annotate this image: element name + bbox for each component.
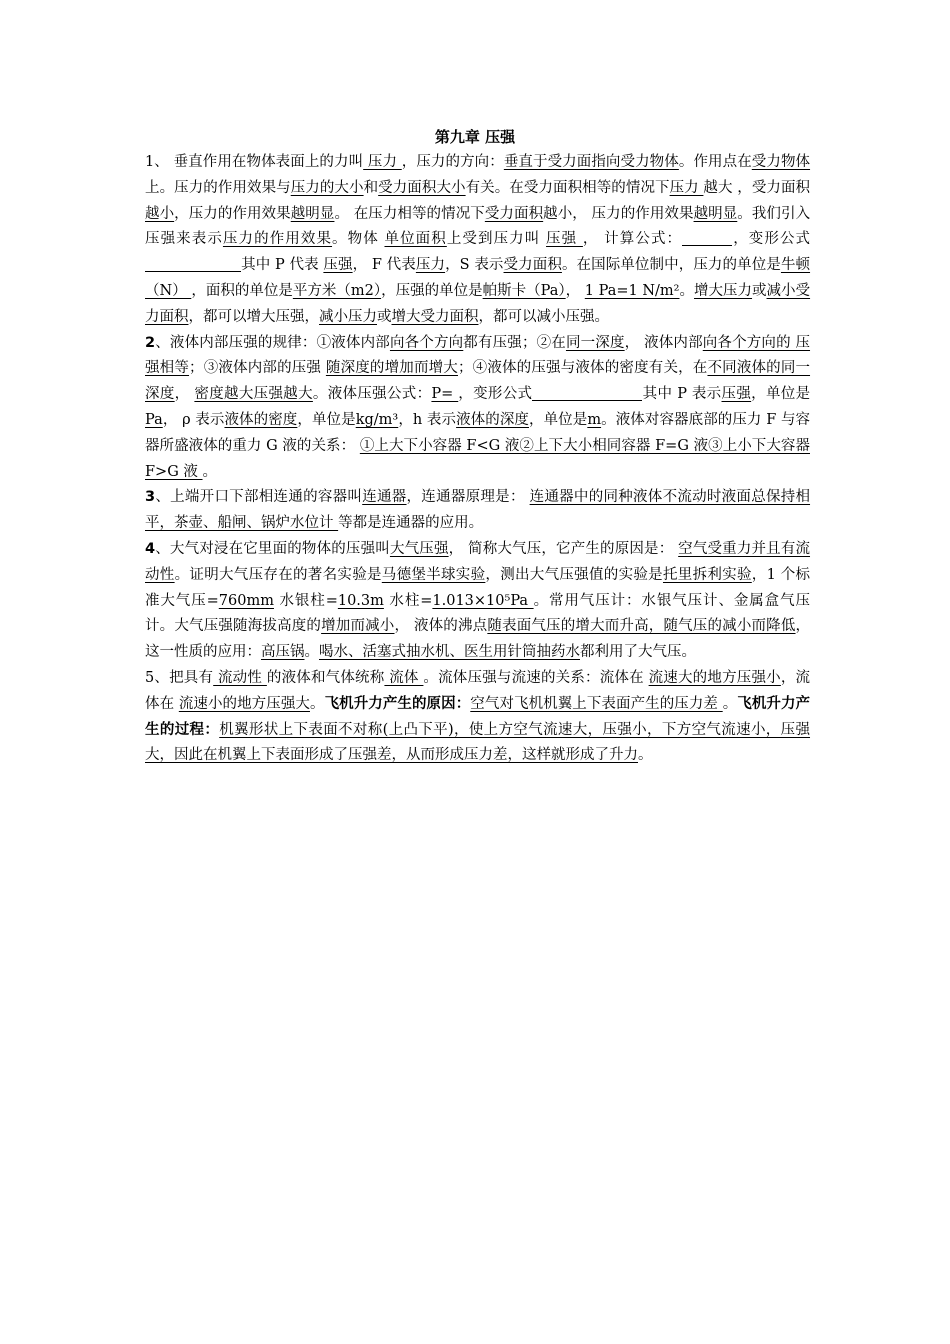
answer-text: 平方米（m2） (292, 282, 382, 299)
answer-text: 喝水、活塞式抽水机、医生用针筒抽药水 (319, 644, 580, 661)
body-text: ，面积的单位是 (191, 282, 293, 299)
answer-text: 减小受力面积 (145, 282, 811, 325)
body-text: 。我们引入压强来表示 (145, 205, 811, 248)
body-text: ，单位是 (528, 411, 588, 428)
body-text: 。 (309, 695, 325, 712)
answer-text: 托里拆利实验 (662, 566, 752, 583)
answer-text: 液体的深度 (456, 411, 529, 428)
body-text: 上。压力的作用效果与 (145, 179, 291, 196)
body-text: ， 液体内部 (624, 334, 703, 351)
answer-text: 越明显 (693, 205, 738, 222)
answer-text: 越明显 (290, 205, 335, 222)
body-text: ， F 代表 (352, 257, 416, 274)
answer-text: 增加而减小 (321, 618, 395, 635)
answer-text: 马德堡半球实验 (381, 566, 486, 583)
page-title: 第九章 压强 (434, 128, 516, 146)
body-text: ，变形公式 (732, 231, 811, 248)
document-body (145, 150, 810, 769)
answer-text: 压强 (323, 257, 353, 274)
body-text: ，压强的单位是 (381, 282, 483, 299)
body-text: 上受到压力叫 (446, 231, 547, 248)
body-text: 和 (363, 179, 379, 196)
body-text: ，变形公式 (458, 386, 533, 403)
paragraph-1 (145, 150, 810, 331)
answer-text: 压强 (546, 231, 583, 248)
body-text: ， 计算公式： (582, 231, 683, 248)
body-text: 都利用了大气压。 (580, 644, 696, 661)
answer-text: 帕斯卡（Pa） (482, 282, 566, 299)
body-text: 的液体和气体统称 (266, 669, 385, 686)
answer-text: 连通器中的同种液体不流动时液面总保持相平，茶壶、船闸、锅炉水位计 (145, 489, 811, 532)
answer-text: 连通器 (362, 489, 407, 506)
body-text: ，h 表示 (398, 411, 457, 428)
body-text: 。液体对容器底部的压力 F 与容器所盛液体的重力 G 液的关系： (145, 411, 811, 454)
body-text: 水银柱= (273, 592, 338, 609)
bold-text: 3 (145, 489, 156, 506)
body-text: ，单位是 (297, 411, 356, 428)
paragraph-5 (145, 666, 810, 769)
body-text: ，压力的方向： (401, 154, 504, 170)
answer-text: 压强 (721, 386, 752, 403)
body-text: ；③液体内部的压强 (189, 360, 326, 377)
body-text: ， (174, 386, 195, 403)
answer-text: 向各个方向的 压强相等 (145, 334, 811, 377)
answer-text: 流体 (384, 669, 424, 686)
answer-text: 压力的作用效果 (222, 231, 333, 248)
answer-text: 向各个方向 (389, 334, 464, 351)
body-text: 1、 垂直作用在物体表面上的力叫 (145, 154, 364, 170)
body-text: 。流体压强与流速的关系：流体在 (423, 669, 649, 686)
bold-text: 2 (145, 334, 156, 351)
answer-text: m (587, 411, 602, 428)
body-text: 或 (752, 282, 767, 299)
body-text: 有关。在受力面积相等的情况下 (465, 179, 670, 196)
body-text: 、液体内部压强的规律：①液体内部 (155, 334, 390, 351)
body-text: ，测出大气压强值的实验是 (485, 566, 663, 583)
body-text: 等都是连通器的应用。 (338, 515, 484, 532)
answer-text: 高压锅 (261, 644, 305, 661)
answer-text: 液体的密度 (224, 411, 298, 428)
answer-text: 增大压力 (694, 282, 753, 299)
body-text: 。 (722, 695, 738, 712)
answer-text: 机翼形状上下表面不对称(上凸下平)，使上方空气流速大，压强小，下方空气流速小，压强大，因此在机翼上下表面形成了压强差，从而形成压力差，这样就形成了升力 (145, 721, 811, 764)
body-text: 越小， 压力的作用效果 (543, 205, 694, 222)
answer-text: 1.013×10⁵Pa (432, 592, 534, 609)
body-text: ，都可以减小压强。 (478, 308, 609, 325)
body-text: ， 这一性质的应用： (145, 618, 811, 661)
answer-text: ①上大下小容器 F<G 液②上下大小相同容器 F=G 液③上小下大容器 F>G 液 (145, 437, 810, 480)
paragraph-3 (145, 485, 810, 537)
answer-text: 流动性 (213, 669, 267, 686)
answer-text: 垂直于受力面指向受力物体 (503, 154, 679, 170)
answer-text: 单位面积 (384, 231, 447, 248)
paragraph-4 (145, 537, 810, 666)
body-text: 。 (638, 747, 653, 764)
body-text: 。常用气压计：水银气压计、金属盒气压计。大气压强随海拔高度的 (145, 592, 810, 635)
body-text: ，连通器原理是： (406, 489, 530, 506)
answer-text: 1 Pa=1 N/m² (584, 282, 680, 299)
answer-text: 压力 (363, 154, 402, 170)
body-text: 。 (202, 463, 218, 480)
answer-text: 压力 (669, 179, 704, 196)
body-text: 、上端开口下部相连通的容器叫 (155, 489, 363, 506)
answer-text: 压力 (415, 257, 446, 274)
answer-text: 10.3m (337, 592, 384, 609)
body-text: 5、把具有 (145, 669, 214, 686)
body-text: ，流体在 (145, 669, 811, 712)
answer-text: 受力物体 (751, 154, 811, 170)
body-text: 越大 ，受力面积 (703, 179, 811, 196)
body-text: ，S 表示 (445, 257, 504, 274)
answer-text: 同一深度 (565, 334, 625, 351)
answer-text: 减小压力 (319, 308, 377, 325)
body-text: 。在国际单位制中，压力的单位是 (561, 257, 781, 274)
body-text: 。 (679, 282, 695, 299)
answer-text: 增大受力面积 (391, 308, 479, 325)
body-text: 其中 P 表示 (642, 386, 722, 403)
answer-text: 压力的大小 (290, 179, 364, 196)
body-text: 、大气对浸在它里面的物体的压强叫 (155, 540, 390, 557)
answer-text: 随深度的增加而增大 (325, 360, 458, 377)
body-text: ， ρ 表示 (162, 411, 225, 428)
body-text: ，1 个标准大气压= (145, 566, 811, 609)
fill-in-blank (145, 255, 241, 272)
body-text: ，单位是 (751, 386, 811, 403)
body-text: ；④液体的压强与液体的密度有关，在 (457, 360, 708, 377)
answer-text: 流速小的地方压强大 (178, 695, 310, 712)
body-text: ，都可以增大压强， (188, 308, 319, 325)
answer-text: 流速大的地方压强小 (648, 669, 781, 686)
answer-text: 空气受重力并且有流动性 (145, 540, 811, 583)
body-text: ， 液体的沸点 (394, 618, 488, 635)
answer-text: 越小 (145, 205, 175, 222)
body-text: 都有压强；②在 (463, 334, 566, 351)
body-text: ，压力的作用效果 (174, 205, 291, 222)
bold-text: 飞机升力产生的过程： (145, 695, 811, 738)
answer-text: 牛顿（N） (145, 257, 811, 299)
fill-in-blank (682, 229, 732, 246)
fill-in-blank (532, 384, 642, 401)
answer-text: Pa (145, 411, 163, 428)
body-text: ， 简称大气压，它产生的原因是： (448, 540, 679, 557)
body-text: 其中 P 代表 (241, 257, 324, 274)
body-text: 。证明大气压存在的著名实验是 (174, 566, 382, 583)
body-text: 。作用点在 (678, 154, 752, 170)
answer-text: 空气对飞机机翼上下表面产生的压力差 (470, 695, 723, 712)
answer-text: 760mm (218, 592, 274, 609)
answer-text: kg/m³ (355, 411, 399, 428)
answer-text: 随表面气压的增大而升高，随气压的减小而降低 (487, 618, 796, 635)
body-text: 。 (304, 644, 319, 661)
bold-text: 4 (145, 540, 156, 557)
answer-text: 受力面积大小 (378, 179, 466, 196)
paragraph-2 (145, 331, 810, 486)
answer-text: P= (431, 386, 459, 403)
answer-text: 不同液体的同一深度 (145, 360, 811, 403)
answer-text: 受力面积 (503, 257, 562, 274)
answer-text: 受力面积 (484, 205, 544, 222)
answer-text: 密度越大压强越大 (194, 386, 313, 403)
body-text: 或 (377, 308, 392, 325)
body-text: 。物体 (332, 231, 385, 248)
body-text: 水柱= (383, 592, 433, 609)
body-text: 。 在压力相等的情况下 (334, 205, 485, 222)
answer-text: 大气压强 (389, 540, 449, 557)
body-text: ， (565, 282, 585, 299)
bold-text: 飞机升力产生的原因： (324, 695, 471, 712)
body-text: 。液体压强公式： (312, 386, 432, 403)
